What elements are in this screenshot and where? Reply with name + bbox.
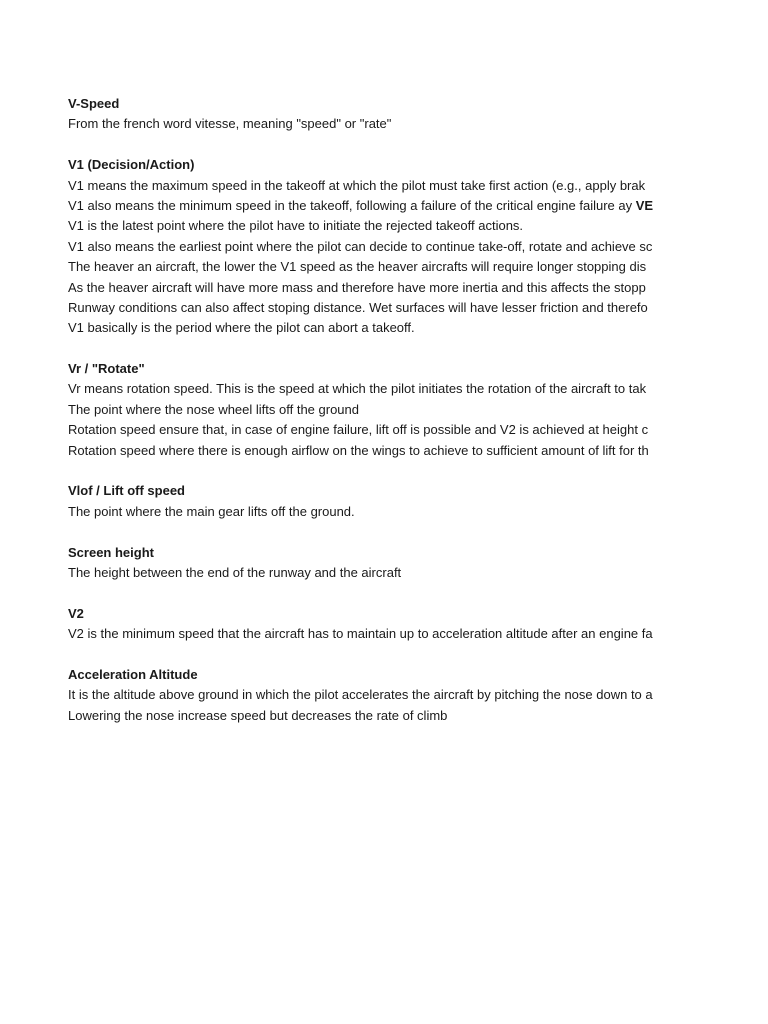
text-line (68, 196, 686, 216)
section-heading: Vlof / Lift off speed (68, 483, 185, 499)
text-line: Vr means rotation speed. This is the speed at which the pilot initiates the rotation of the aircraft to tak (68, 381, 647, 397)
section-v2 (68, 604, 686, 645)
text-line: Rotation speed ensure that, in case of engine failure, lift off is possible and V2 is achieved at height c (68, 422, 649, 438)
text-line: V1 means the maximum speed in the takeoff at which the pilot must take first action (e.g., apply brak (68, 177, 646, 193)
text-line: The height between the end of the runway and the aircraft (68, 564, 402, 580)
text-line: The point where the nose wheel lifts off the ground (68, 401, 360, 417)
text-line: As the heaver aircraft will have more mass and therefore have more inertia and this affects the stopp (68, 279, 646, 295)
text-line: The point where the main gear lifts off the ground. (68, 503, 355, 519)
text-line: V1 is the latest point where the pilot have to initiate the rejected takeoff actions. (68, 218, 524, 234)
text-line: Lowering the nose increase speed but decreases the rate of climb (68, 707, 448, 723)
section-screen-height (68, 543, 686, 584)
section-heading: Screen height (68, 544, 154, 560)
bold-fragment: VE (635, 197, 654, 213)
section-heading: V2 (68, 605, 84, 621)
section-acceleration-altitude (68, 665, 686, 726)
section-vlof (68, 481, 686, 522)
section-heading: Vr / "Rotate" (68, 361, 145, 377)
text-line: V2 is the minimum speed that the aircraft has to maintain up to acceleration altitude after an engine fa (68, 626, 653, 642)
section-v-speed (68, 94, 686, 135)
section-vr (68, 359, 686, 461)
text-line: V1 basically is the period where the pilot can abort a takeoff. (68, 320, 415, 336)
section-heading: V1 (Decision/Action) (68, 157, 195, 173)
document-body (68, 94, 686, 747)
text-line: Rotation speed where there is enough airflow on the wings to achieve to sufficient amount of lift for th (68, 442, 649, 458)
text-fragment: V1 also means the minimum speed in the takeoff, following a failure of the critical engine failure ay (68, 197, 636, 213)
section-heading: V-Speed (68, 96, 120, 111)
text-line: It is the altitude above ground in which the pilot accelerates the aircraft by pitching the nose down to a (68, 687, 653, 703)
text-line: Runway conditions can also affect stoping distance. Wet surfaces will have lesser friction and therefo (68, 299, 648, 315)
text-line: The heaver an aircraft, the lower the V1 speed as the heaver aircrafts will require longer stopping dis (68, 259, 647, 275)
section-v1 (68, 155, 686, 339)
text-line: From the french word vitesse, meaning "speed" or "rate" (68, 116, 392, 132)
text-line: V1 also means the earliest point where the pilot can decide to continue take-off, rotate and achieve sc (68, 238, 653, 254)
section-heading: Acceleration Altitude (68, 666, 198, 682)
